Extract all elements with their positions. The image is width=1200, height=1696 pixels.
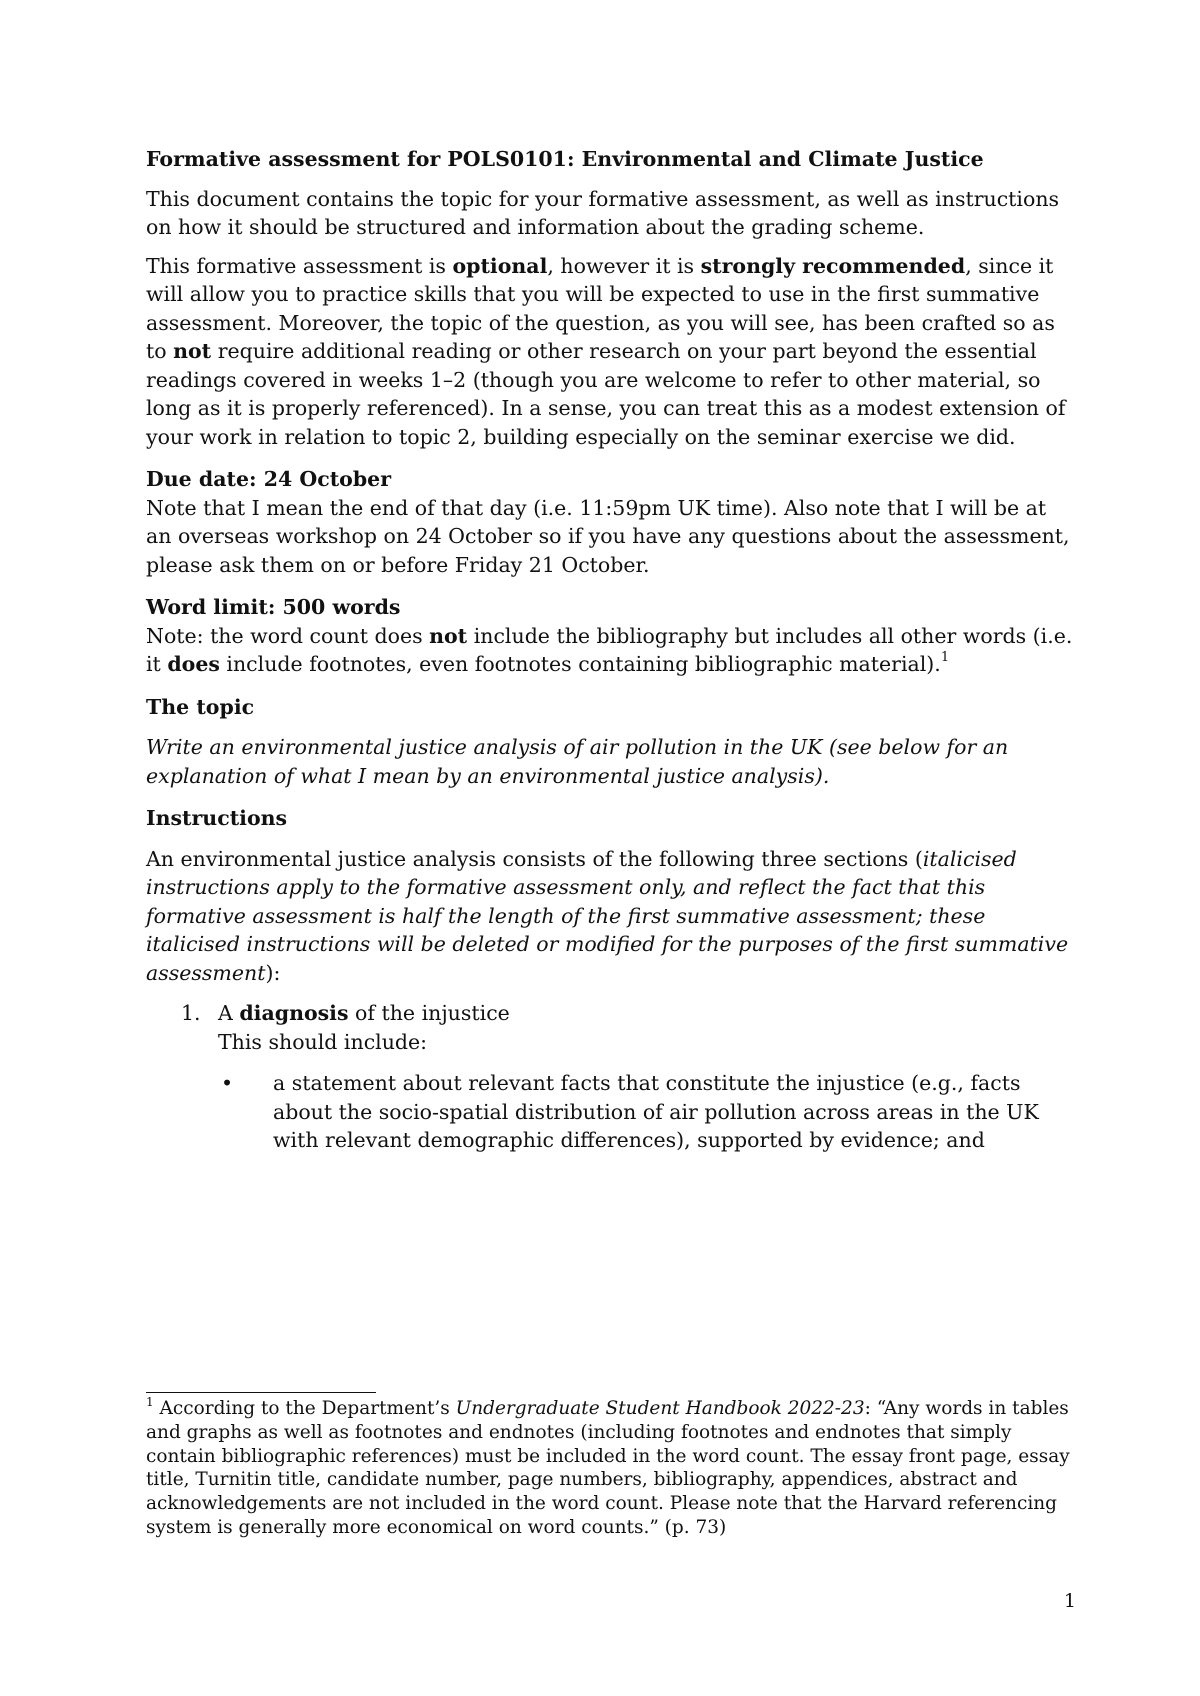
text-run: An environmental justice analysis consists of the following three sections ( bbox=[146, 846, 923, 871]
instructions-heading: Instructions bbox=[146, 806, 288, 830]
word-limit-heading: Word limit: 500 words bbox=[146, 595, 401, 619]
topic-heading: The topic bbox=[146, 694, 255, 719]
list-item-subtext: This should include: bbox=[218, 1029, 428, 1054]
italic-handbook-title: Undergraduate Student Handbook 2022-23 bbox=[455, 1398, 865, 1419]
footnote-number: 1 bbox=[146, 1394, 154, 1409]
document-body bbox=[146, 145, 1076, 1155]
italic-instructions-note: italicised instructions apply to the formative assessment only, and reflect the fact that this formative assessment is half the length of the first summative assessment; these italicised instructions will be deleted or modified for the purposes of the first summative assessment bbox=[146, 846, 1069, 985]
bold-diagnosis: diagnosis bbox=[239, 1001, 349, 1025]
text-run: , since it will allow you to practice skills that you will be expected to use in the first summative assessment. Moreover, the topic of the question, as you will see, has been crafted so as to bbox=[146, 253, 1055, 363]
text-run: This formative assessment is bbox=[146, 253, 453, 278]
text-run: include the bibliography but includes all other words (i.e. it bbox=[146, 623, 1073, 676]
text-run: include footnotes, even footnotes containing bibliographic material). bbox=[219, 652, 941, 676]
instructions-intro bbox=[146, 845, 1076, 988]
text-run: ): bbox=[265, 960, 281, 985]
optional-paragraph bbox=[146, 252, 1076, 452]
bold-not: not bbox=[429, 623, 468, 648]
text-run: A bbox=[218, 1001, 240, 1025]
text-run: of the injustice bbox=[348, 1001, 510, 1025]
text-run: : “Any words in tables and graphs as well as footnotes and endnotes (including footnotes and endnotes that simply contain bibliographic references) must be included in the word count. The essay front page, essay title, Turnitin title, candidate number, page numbers, bibliography, appendices, abstract and acknowledgements are not included in the word count. Please note that the Harvard referencing system is generally more economical on word counts.” (p. 73) bbox=[146, 1398, 1070, 1538]
word-limit-note bbox=[146, 622, 1076, 679]
bullet-text: a statement about relevant facts that constitute the injustice (e.g., facts about the socio-spatial distribution of air pollution across areas in the UK with relevant demographic differences), supported by evidence; and bbox=[273, 1071, 1039, 1152]
diagnosis-bullets bbox=[218, 1069, 1076, 1155]
bullet-item bbox=[218, 1069, 1076, 1155]
list-number: 1. bbox=[181, 1001, 201, 1025]
topic-text bbox=[146, 733, 1076, 790]
bold-strongly-recommended: strongly recommended bbox=[700, 253, 966, 278]
bold-optional: optional bbox=[452, 253, 548, 278]
analysis-sections-list bbox=[146, 999, 1076, 1155]
bold-not: not bbox=[173, 339, 212, 363]
due-date-note: Note that I mean the end of that day (i.e. 11:59pm UK time). Also note that I will be at an overseas workshop on 24 October so if you have any questions about the assessment, please ask them on or before Friday 21 October. bbox=[146, 495, 1070, 577]
text-run: Note: the word count does bbox=[146, 623, 430, 648]
bold-does: does bbox=[167, 652, 220, 676]
text-run: , however it is bbox=[547, 253, 701, 278]
footnote bbox=[146, 1394, 1076, 1540]
bullet-marker: • bbox=[221, 1071, 234, 1095]
footnote-reference[interactable]: 1 bbox=[940, 650, 950, 666]
footnote-separator bbox=[146, 1392, 376, 1393]
list-item-diagnosis bbox=[146, 999, 1076, 1155]
document-title: Formative assessment for POLS0101: Environmental and Climate Justice bbox=[146, 147, 984, 171]
intro-paragraph: This document contains the topic for your formative assessment, as well as instructions on how it should be structured and information about the grading scheme. bbox=[146, 186, 1060, 239]
topic-italic-text: Write an environmental justice analysis of air pollution in the UK (see below for an explanation of what I mean by an environmental justice analysis). bbox=[146, 735, 1009, 788]
text-run: According to the Department’s bbox=[153, 1398, 456, 1419]
text-run: require additional reading or other research on your part beyond the essential readings covered in weeks 1–2 (though you are welcome to refer to other material, so long as it is properly referenced). In a sense, you can treat this as a modest extension of your work in relation to topic 2, building especially on the seminar exercise we did. bbox=[146, 339, 1066, 449]
page-number: 1 bbox=[1063, 1590, 1076, 1612]
due-date-heading: Due date: 24 October bbox=[146, 467, 392, 491]
